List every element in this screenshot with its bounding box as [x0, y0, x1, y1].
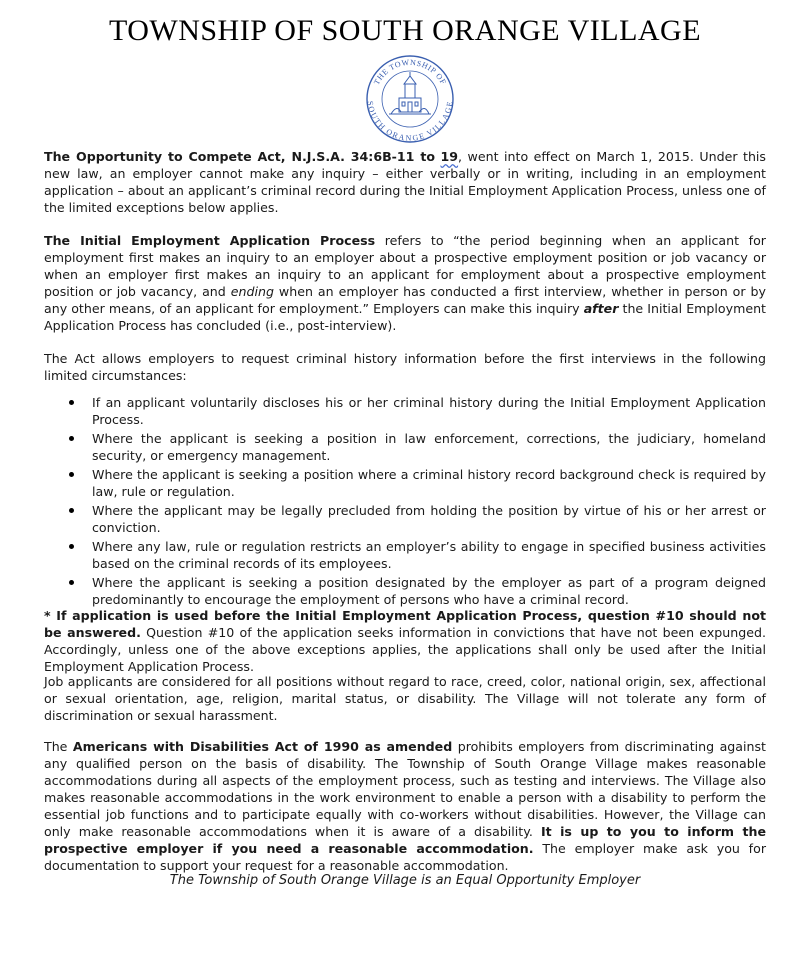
- exceptions-intro-text: The Act allows employers to request criminal history information before the first interviews in the following limited circumstances:: [44, 351, 766, 383]
- act-citation: The Opportunity to Compete Act, N.J.S.A. 34:6B-11 to: [44, 149, 435, 164]
- list-item: Where the applicant is seeking a position designated by the employer as part of a program deigned predominantly to encourage the employment of persons who have a criminal record.: [44, 574, 766, 608]
- ada-inform-notice: It is up to you to inform the prospective employer if you need a reasonable accommodation.: [44, 824, 766, 856]
- ada-text-a: The: [44, 739, 73, 754]
- process-bold-after: after: [583, 301, 619, 316]
- list-item: Where any law, rule or regulation restricts an employer’s ability to engage in specified business activities based on the criminal records of its employees.: [44, 538, 766, 572]
- question-10-warning: * If application is used before the Initial Employment Application Process, question #10 should not be answered.: [44, 608, 766, 640]
- svg-text:SOUTH ORANGE VILLAGE: [365, 100, 454, 142]
- process-text-c: the Initial Employment Application Process has concluded (i.e., post-interview).: [44, 301, 767, 333]
- paragraph-exceptions-intro: [44, 350, 766, 384]
- exceptions-list: [44, 394, 766, 610]
- act-intro-text: , went into effect on March 1, 2015. Under this new law, an employer cannot make any inquiry – either verbally or in writing, including in an employment application – about an applicant’s criminal record during the Initial Employment Application Process, unless one of the limited exceptions below applies.: [44, 149, 766, 215]
- paragraph-act-intro: [44, 148, 766, 216]
- process-term: The Initial Employment Application Process: [44, 233, 376, 248]
- township-seal-icon: [363, 54, 457, 144]
- page-title: TOWNSHIP OF SOUTH ORANGE VILLAGE: [108, 14, 702, 47]
- paragraph-nondiscrimination: [44, 673, 766, 724]
- list-item: Where the applicant is seeking a position where a criminal history record background check is required by law, rule or regulation.: [44, 466, 766, 500]
- ada-act-name: Americans with Disabilities Act of 1990 as amended: [72, 739, 453, 754]
- seal-text-top: THE TOWNSHIP OF: [371, 57, 449, 87]
- list-item: Where the applicant may be legally precluded from holding the position by virtue of his or her arrest or conviction.: [44, 502, 766, 536]
- list-item: If an applicant voluntarily discloses his or her criminal history during the Initial Employment Application Process.: [44, 394, 766, 428]
- nondiscrimination-text: Job applicants are considered for all positions without regard to race, creed, color, national origin, sex, affectional or sexual orientation, age, religion, marital status, or disability. The Village will not tolerate any form of discrimination or sexual harassment.: [44, 674, 766, 723]
- paragraph-ada: [44, 738, 766, 874]
- paragraph-question-10: [44, 607, 766, 675]
- ada-text-c: The employer make ask you for documentation to support your request for a reasonable accommodation.: [44, 841, 766, 873]
- question-10-text: Question #10 of the application seeks information in convictions that have not been expunged. Accordingly, unless one of the above exceptions applies, the applications shall only be used after the Initial Employment Application Process.: [44, 625, 766, 674]
- list-item: Where the applicant is seeking a position in law enforcement, corrections, the judiciary, homeland security, or emergency management.: [44, 430, 766, 464]
- process-text-b: when an employer has conducted a first interview, whether in person or by any other means, of an applicant for employment.” Employers can make this inquiry: [44, 284, 766, 316]
- seal-text-bottom: SOUTH ORANGE VILLAGE: [365, 100, 455, 143]
- process-text-a: refers to “the period beginning when an applicant for employment first makes an inquiry to an employer about a prospective employment position or job vacancy or when an employer first makes an inquiry to an applicant for employment about a prospective employment position or job vacancy, and: [44, 233, 766, 299]
- process-italic-ending: ending: [230, 284, 274, 299]
- equal-opportunity-footer: The Township of South Orange Village is an Equal Opportunity Employer: [169, 873, 641, 888]
- ada-text-b: prohibits employers from discriminating against any qualified person on the basis of disability. The Township of South Orange Village makes reasonable accommodations during all aspects of the employment process, such as testing and interviews. The Village also makes reasonable accommodations in the work environment to enable a person with a disability to perform the essential job functions and to participate equally with co-workers without disabilities. However, the Village can only make reasonable accommodations when it is aware of a disability.: [44, 739, 766, 839]
- paragraph-process-definition: [44, 232, 766, 334]
- act-citation-number: 19: [440, 149, 459, 164]
